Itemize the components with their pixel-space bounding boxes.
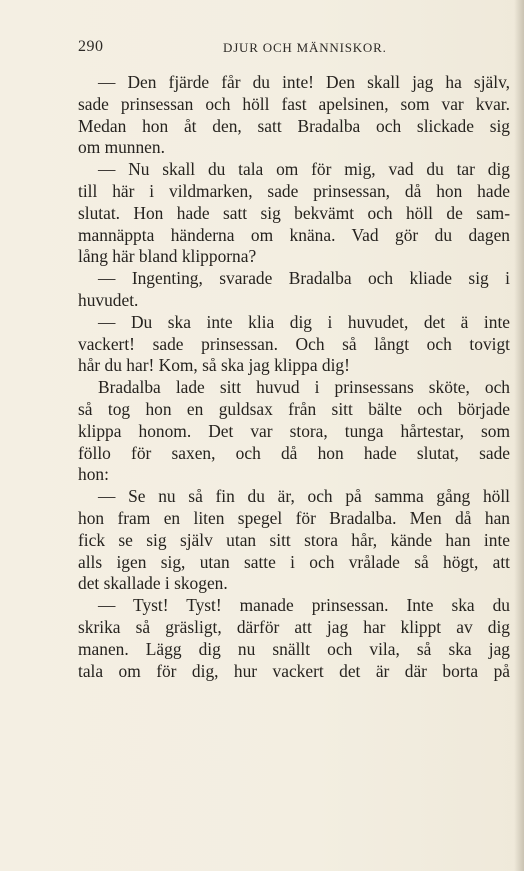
text-line: lång här bland klipporna? [78, 246, 257, 267]
text-line: — Den fjärde får du inte! Den skall jag ha själv, [98, 72, 510, 92]
text-line: föllo för saxen, och då hon hade slutat, sade [78, 442, 510, 463]
text-line: det skallade i skogen. [78, 573, 228, 594]
text-line: tala om för dig, hur vackert det är där borta på [78, 660, 510, 681]
text-line: hon: [78, 464, 109, 485]
text-line: skrika så gräsligt, därför att jag har klippt av dig [78, 616, 510, 637]
text-line: — Se nu så fin du är, och på samma gång höll [98, 486, 510, 507]
running-title: DJUR OCH MÄNNISKOR. [223, 40, 387, 55]
text-line: slutat. Hon hade satt sig bekvämt och höll de sam- [78, 202, 510, 223]
text-line: — Tyst! Tyst! manade prinsessan. Inte ska du [98, 595, 510, 616]
page-number: 290 [78, 38, 104, 55]
running-header [78, 38, 498, 62]
text-line: manen. Lägg dig nu snällt och vila, så ska jag [78, 638, 510, 659]
text-line: vackert! sade prinsessan. Och så långt och tovigt [78, 333, 510, 354]
page-edge-shadow [514, 0, 524, 871]
text-line: hår du har! Kom, så ska jag klippa dig! [78, 355, 350, 376]
text-line: Bradalba lade sitt huvud i prinsessans sköte, och [98, 377, 510, 398]
text-line: sade prinsessan och höll fast apelsinen, som var kvar. [78, 93, 510, 114]
text-line: klippa honom. Det var stora, tunga hårtestar, som [78, 420, 510, 441]
text-line: om munnen. [78, 137, 165, 158]
text-line: Medan hon åt den, satt Bradalba och slickade sig [78, 115, 510, 136]
text-line: så tog hon en guldsax från sitt bälte och började [78, 398, 510, 419]
text-line: — Ingenting, svarade Bradalba och kliade sig i [98, 268, 510, 289]
text-line: — Nu skall du tala om för mig, vad du tar dig [98, 159, 510, 180]
text-line: hon fram en liten spegel för Bradalba. Men då han [78, 507, 510, 528]
text-line: huvudet. [78, 289, 139, 310]
body-text [78, 72, 510, 682]
text-line: till här i vildmarken, sade prinsessan, då hon hade [78, 180, 510, 201]
text-line: mannäppta händerna om knäna. Vad gör du dagen [78, 224, 510, 245]
text-line: — Du ska inte klia dig i huvudet, det ä inte [98, 311, 510, 332]
text-line: alls igen sig, utan satte i och vrålade så högt, att [78, 551, 510, 572]
text-line: fick se sig själv utan sitt stora hår, kände han inte [78, 529, 510, 550]
